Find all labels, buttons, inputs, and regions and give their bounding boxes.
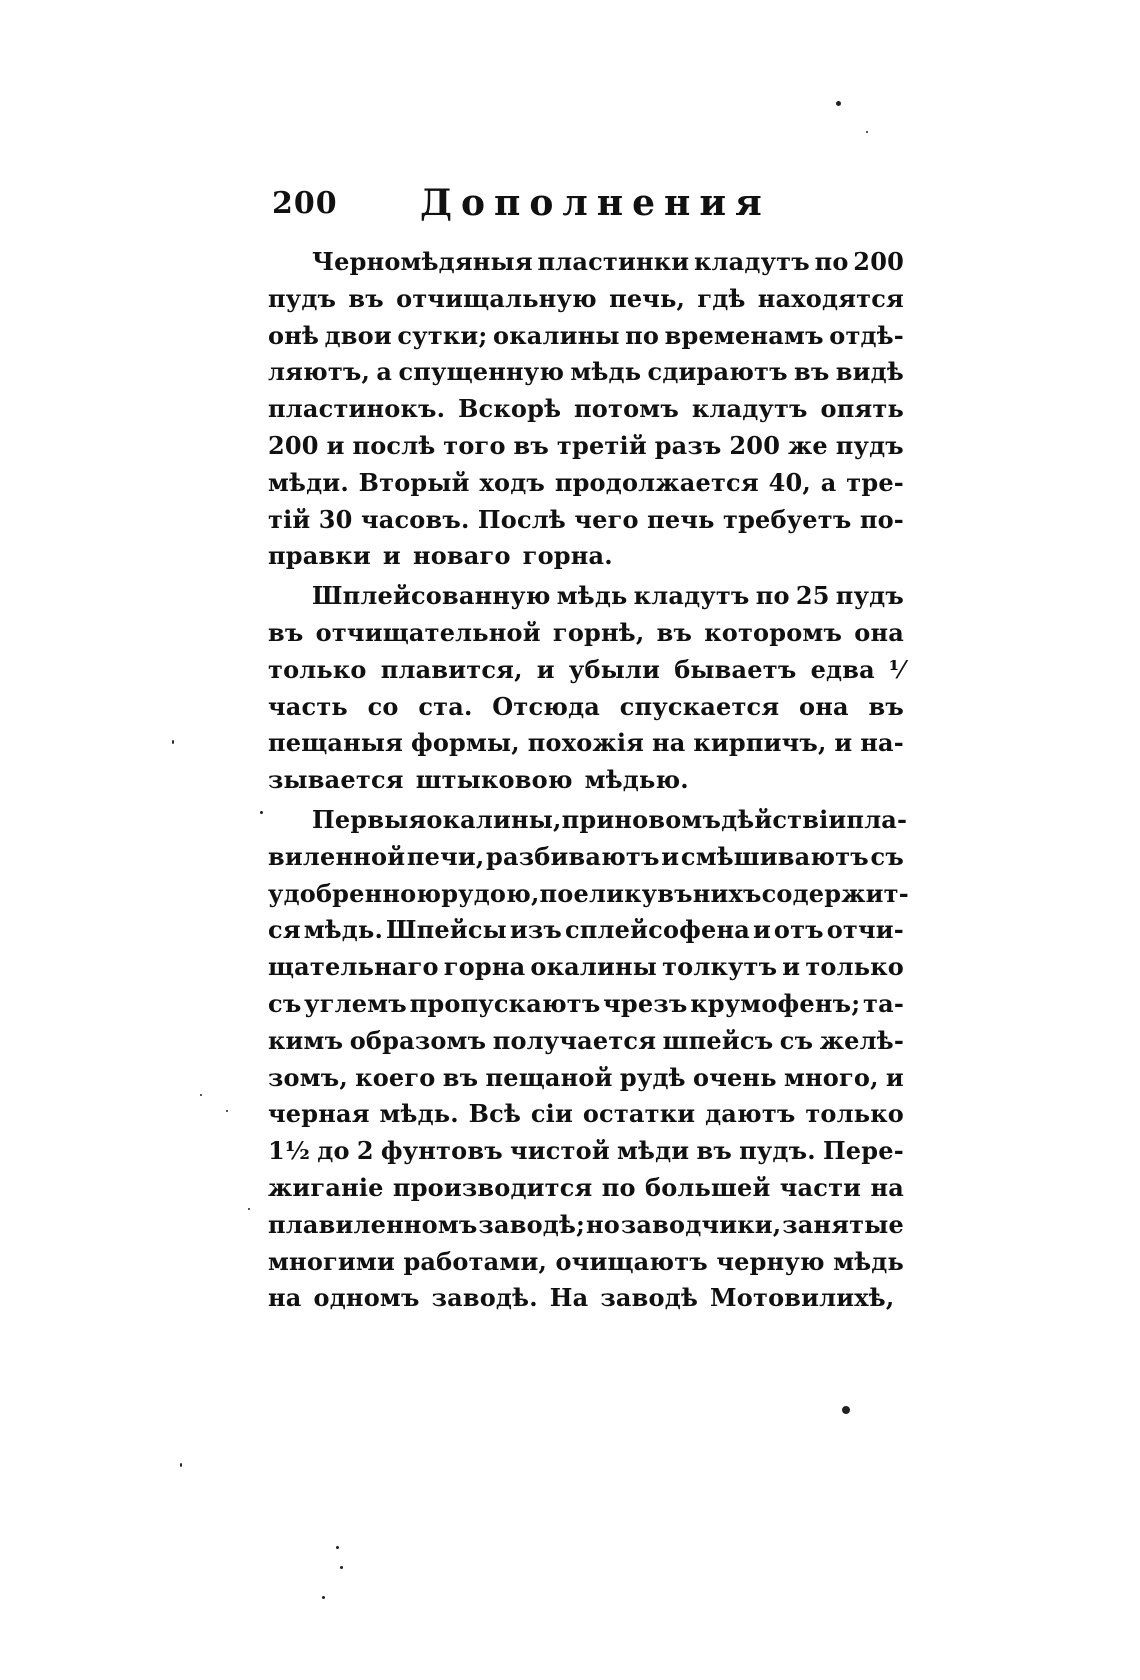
word: а <box>820 467 837 497</box>
text-line <box>268 876 909 913</box>
word: спускается <box>619 691 780 721</box>
word: ся <box>268 915 301 945</box>
text-line <box>268 465 904 502</box>
word: удобренною <box>268 878 442 908</box>
word: шпейсъ <box>662 1025 774 1055</box>
word: Вторый <box>358 467 470 497</box>
word: коего <box>355 1062 436 1092</box>
word: окалины <box>530 952 658 982</box>
word: содержит- <box>761 878 909 908</box>
word: мѣди. <box>268 467 349 497</box>
word: опять <box>820 394 904 424</box>
word: 200 <box>853 247 904 276</box>
word: очищаютъ <box>555 1246 708 1276</box>
word: рудѣ <box>619 1062 686 1092</box>
word: заводѣ <box>600 1283 699 1313</box>
word: мѣди <box>616 1136 690 1166</box>
word: отъ <box>773 915 824 945</box>
paragraph <box>268 802 909 1317</box>
word: 40, <box>768 467 811 497</box>
text-line <box>268 615 904 652</box>
word: на <box>268 1283 302 1313</box>
text-line <box>268 318 904 355</box>
word: заводѣ. <box>431 1283 538 1313</box>
word: мѣдь. <box>379 1099 459 1129</box>
scan-speck <box>172 740 174 744</box>
word: продолжается <box>554 467 759 497</box>
word: гдѣ <box>697 283 746 313</box>
word: печь, <box>609 283 686 313</box>
word: ста. <box>418 691 473 721</box>
word: потомъ <box>574 394 679 424</box>
text-line <box>268 428 904 465</box>
word: кладутъ <box>694 247 810 276</box>
word: отдѣ- <box>829 320 904 350</box>
scan-speck <box>180 1463 182 1467</box>
word: чрезъ <box>603 988 688 1018</box>
scan-speck <box>226 1110 228 1112</box>
word: тре- <box>846 467 904 497</box>
word: желѣ- <box>819 1025 904 1055</box>
word: окалины, <box>426 804 562 834</box>
text-line <box>268 1133 904 1170</box>
scan-speck <box>248 1208 250 1210</box>
word: пещаныя <box>268 728 404 758</box>
word: съ <box>268 988 302 1018</box>
text-line <box>268 1060 904 1097</box>
word: и <box>661 841 680 871</box>
text-line <box>268 762 904 799</box>
word: многими <box>268 1246 395 1276</box>
word: печь <box>647 504 715 534</box>
word: правки <box>268 541 371 571</box>
word: со <box>367 691 399 721</box>
text-line <box>268 1244 904 1281</box>
word: пещаной <box>485 1062 613 1092</box>
word: мѣдь <box>833 1246 904 1276</box>
word: получается <box>492 1025 657 1055</box>
word: окалины <box>492 320 620 350</box>
word: пудъ <box>268 283 337 313</box>
word: формы, <box>410 728 520 758</box>
word: одномъ <box>313 1283 420 1313</box>
text-line <box>268 725 904 762</box>
word: ляютъ, <box>268 357 371 387</box>
word: горнѣ, <box>552 617 645 647</box>
scan-speck <box>322 1596 325 1599</box>
word: чистой <box>509 1136 610 1166</box>
paragraph <box>268 578 904 799</box>
word: Черномѣдяныя <box>312 247 533 276</box>
word: черная <box>268 1099 370 1129</box>
body-text <box>268 244 909 1320</box>
word: и <box>326 430 345 460</box>
text-line <box>268 839 904 876</box>
word: въ <box>656 617 693 647</box>
word: и <box>782 952 801 982</box>
word: которомъ <box>704 617 843 647</box>
word: въ <box>442 1062 479 1092</box>
word: изъ <box>509 915 563 945</box>
word: мѣдью. <box>584 765 689 795</box>
word: часовъ. <box>360 504 470 534</box>
scan-speck <box>200 1094 202 1096</box>
word: отчищательной <box>315 617 541 647</box>
word: пудъ. <box>739 1136 816 1166</box>
word: въ <box>794 357 830 387</box>
text-line <box>268 391 904 428</box>
word: щательнаго <box>268 952 439 982</box>
word: плавится, <box>380 654 523 684</box>
word: новомъ <box>614 804 722 834</box>
word: видѣ <box>835 357 904 387</box>
word: и <box>382 541 401 571</box>
word: по <box>601 1172 636 1202</box>
word: фунтовъ <box>380 1136 503 1166</box>
word: разъ <box>654 430 722 460</box>
word: кладутъ <box>691 394 808 424</box>
word: много, <box>783 1062 879 1092</box>
word: нихъ <box>692 878 762 908</box>
paragraph <box>268 244 904 575</box>
word: зывается <box>268 765 404 795</box>
word: въ <box>513 430 550 460</box>
word: едва <box>810 654 875 684</box>
text-line <box>268 986 904 1023</box>
word: отчищальную <box>396 283 597 313</box>
text-line <box>268 281 904 318</box>
word: мѣдь <box>570 357 642 387</box>
word: 1½ <box>268 1136 311 1166</box>
word: но <box>586 1209 620 1239</box>
page-header <box>272 182 912 236</box>
word: и <box>834 728 853 758</box>
scan-speck <box>842 1406 850 1414</box>
word: Отсюда <box>492 691 601 721</box>
scan-speck <box>340 1566 343 1569</box>
word: работами, <box>403 1246 548 1276</box>
word: въ <box>268 617 304 647</box>
word: крумофенъ; <box>690 988 861 1018</box>
text-line <box>268 354 904 391</box>
word: двои <box>324 320 392 350</box>
word: занятые <box>782 1209 904 1239</box>
text-line <box>268 689 904 726</box>
word: она <box>854 617 904 647</box>
word: Шплейсованную <box>312 581 551 611</box>
word: отчи- <box>826 915 904 945</box>
word: жиганіе <box>268 1172 384 1202</box>
word: рудою, <box>441 878 540 908</box>
word: заводчики, <box>620 1209 782 1239</box>
word: На <box>549 1283 589 1313</box>
word: и <box>536 654 555 684</box>
word: мѣдь <box>556 581 628 611</box>
text-line <box>268 1096 904 1133</box>
word: пла- <box>846 804 908 834</box>
word: требуетъ <box>723 504 852 534</box>
word: штыковою <box>415 765 573 795</box>
word: пудъ <box>835 430 904 460</box>
word: виленной <box>268 841 406 871</box>
word: третій <box>556 430 647 460</box>
word: кладутъ <box>633 581 750 611</box>
scan-speck <box>260 811 263 814</box>
word: временамъ <box>664 320 824 350</box>
word: печи, <box>406 841 485 871</box>
word: онѣ <box>268 320 320 350</box>
word: на- <box>860 728 904 758</box>
word: и <box>885 1062 904 1092</box>
word: только <box>805 1099 904 1129</box>
word: даютъ <box>705 1099 796 1129</box>
word: ходъ <box>479 467 546 497</box>
word: чего <box>574 504 639 534</box>
word: сіи <box>530 1099 573 1129</box>
word: въ <box>696 1136 732 1166</box>
word: до <box>317 1136 350 1166</box>
word: она <box>799 691 849 721</box>
word: находятся <box>757 283 904 313</box>
word: части <box>779 1172 862 1202</box>
word: бываетъ <box>674 654 797 684</box>
text-line <box>268 538 904 575</box>
word: пластинки <box>537 247 690 276</box>
text-line <box>268 578 904 615</box>
word: кирпичъ, <box>693 728 827 758</box>
text-line <box>268 1170 904 1207</box>
word: ⅟ <box>889 654 904 684</box>
word: кимъ <box>268 1025 344 1055</box>
text-line <box>268 912 904 949</box>
word: по- <box>859 504 904 534</box>
word: 2 <box>356 1136 374 1166</box>
word: въ <box>868 691 904 721</box>
word: Шпейсы <box>386 915 507 945</box>
word: послѣ <box>352 430 436 460</box>
text-line <box>268 802 908 839</box>
word: только <box>805 952 904 982</box>
word: и <box>752 915 771 945</box>
word: углемъ <box>304 988 407 1018</box>
text-line <box>268 949 904 986</box>
text-line <box>268 1023 904 1060</box>
text-line <box>268 1207 904 1244</box>
word: остатки <box>582 1099 696 1129</box>
word: пудъ <box>835 581 904 611</box>
word: мѣдь. <box>303 915 384 945</box>
word: производится <box>392 1172 593 1202</box>
word: по <box>755 581 790 611</box>
word: въ <box>657 878 693 908</box>
word: горна. <box>522 541 613 571</box>
word: та- <box>863 988 904 1018</box>
word: пропускаютъ <box>409 988 601 1018</box>
word: заводѣ; <box>478 1209 586 1239</box>
word: образомъ <box>349 1025 487 1055</box>
word: сплейсофена <box>564 915 750 945</box>
word: Первыя <box>312 804 427 834</box>
running-head: Дополнения <box>420 182 771 224</box>
page-number: 200 <box>272 186 338 221</box>
word: 30 <box>318 504 353 534</box>
word: сутки; <box>397 320 488 350</box>
word: же <box>787 430 828 460</box>
word: новаго <box>412 541 511 571</box>
word: убыли <box>568 654 661 684</box>
word: похожія <box>527 728 645 758</box>
word: спущенную <box>398 357 565 387</box>
word: толкутъ <box>662 952 778 982</box>
word: разбиваютъ <box>486 841 660 871</box>
word: часть <box>268 691 348 721</box>
word: горна <box>443 952 526 982</box>
word: 200 <box>729 430 781 460</box>
word: того <box>443 430 506 460</box>
word: только <box>268 654 367 684</box>
scan-speck <box>866 131 868 133</box>
word: съ <box>779 1025 814 1055</box>
word: сдираютъ <box>647 357 788 387</box>
word: 25 <box>795 581 830 611</box>
text-line <box>268 502 904 539</box>
word: пластинокъ. <box>268 394 446 424</box>
word: а <box>376 357 393 387</box>
text-line <box>268 652 904 689</box>
word: плавиленномъ <box>268 1209 478 1239</box>
word: по <box>625 320 660 350</box>
word: Вскорѣ <box>458 394 562 424</box>
word: Всѣ <box>468 1099 522 1129</box>
word: въ <box>348 283 384 313</box>
word: съ <box>870 841 904 871</box>
word: на <box>651 728 686 758</box>
scan-speck <box>336 1546 339 1549</box>
word: поелику <box>539 878 658 908</box>
word: 200 <box>268 430 319 460</box>
word: Мотовилихѣ, <box>710 1283 895 1313</box>
word: очень <box>692 1062 777 1092</box>
word: на <box>870 1172 904 1202</box>
word: Послѣ <box>477 504 567 534</box>
text-line <box>268 1280 904 1317</box>
word: по <box>814 247 849 276</box>
word: Пере- <box>822 1136 904 1166</box>
word: черную <box>716 1246 825 1276</box>
word: дѣйствіи <box>721 804 847 834</box>
word: при <box>561 804 615 834</box>
word: тій <box>268 504 311 534</box>
word: большей <box>645 1172 771 1202</box>
scan-speck <box>836 101 841 106</box>
text-line <box>268 244 904 281</box>
word: зомъ, <box>268 1062 348 1092</box>
word: смѣшиваютъ <box>680 841 869 871</box>
